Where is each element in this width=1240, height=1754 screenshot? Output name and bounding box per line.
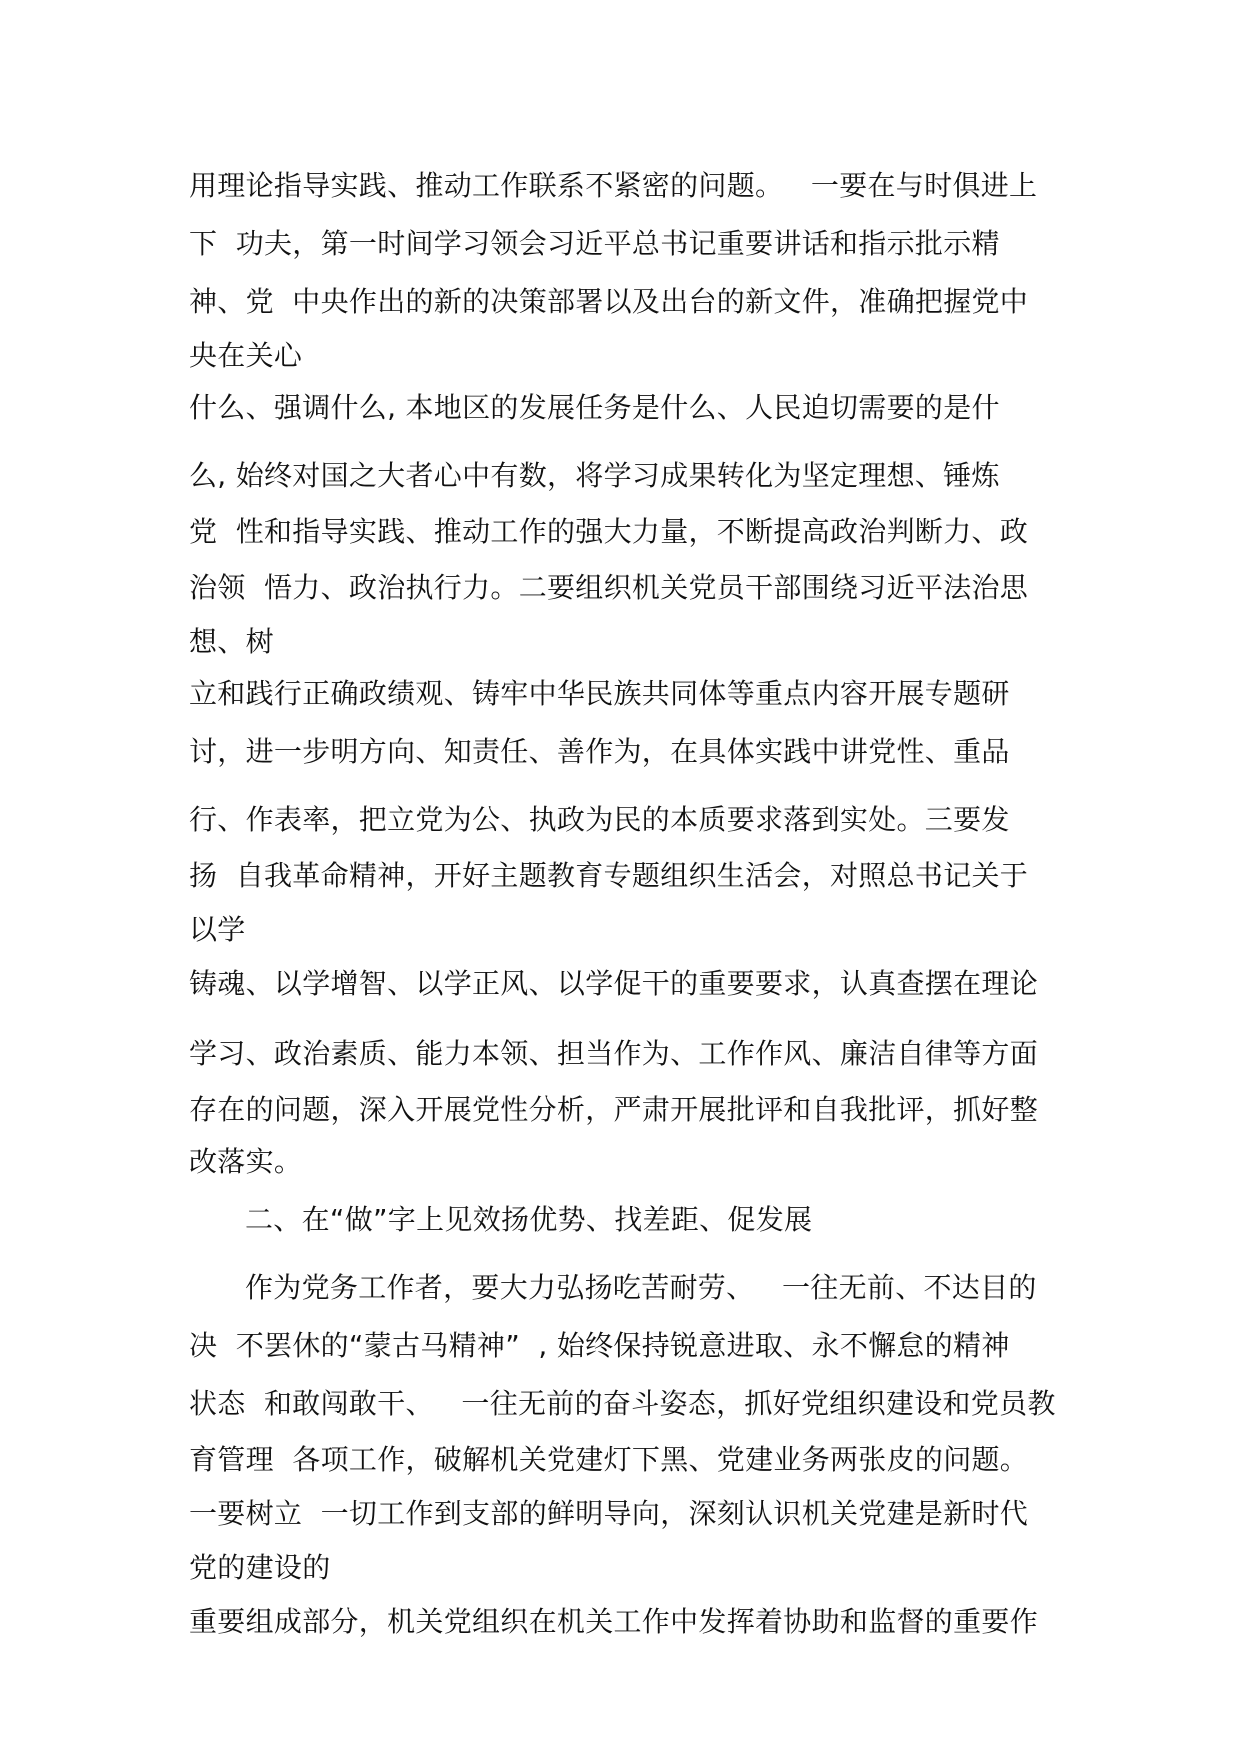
paragraph-line: 立和践行正确政绩观、铸牢中华民族共同体等重点内容开展专题研 [189, 677, 1010, 710]
paragraph-line: 央在关心 [189, 339, 303, 372]
paragraph-line: 一要树立 一切工作到支部的鲜明导向，深刻认识机关党建是新时代 [189, 1497, 1029, 1530]
paragraph-line: 重要组成部分，机关党组织在机关工作中发挥着协助和监督的重要作 [189, 1605, 1039, 1638]
paragraph-line: 想、树 [189, 625, 274, 658]
paragraph-line: 神、党 中央作出的新的决策部署以及出台的新文件，准确把握党中 [189, 285, 1029, 318]
paragraph-line: 以学 [189, 913, 246, 946]
paragraph-line: 改落实。 [189, 1145, 303, 1178]
paragraph-line: 党的建设的 [189, 1551, 331, 1584]
paragraph-line: 讨，进一步明方向、知责任、善作为，在具体实践中讲党性、重品 [189, 735, 1010, 768]
paragraph-line: 铸魂、以学增智、以学正风、以学促干的重要要求，认真查摆在理论 [189, 967, 1039, 1000]
paragraph-line: 状态 和敢闯敢干、 一往无前的奋斗姿态，抓好党组织建设和党员教 [189, 1387, 1056, 1420]
paragraph-line: 扬 自我革命精神，开好主题教育专题组织生活会，对照总书记关于 [189, 859, 1029, 892]
paragraph-line: 学习、政治素质、能力本领、担当作为、工作作风、廉洁自律等方面 [189, 1037, 1039, 1070]
paragraph-line: 决 不罢休的“蒙古马精神” , 始终保持锐意进取、永不懈怠的精神 [189, 1329, 1010, 1362]
paragraph-line: 么, 始终对国之大者心中有数，将学习成果转化为坚定理想、锤炼 [189, 459, 1000, 492]
paragraph-line: 育管理 各项工作，破解机关党建灯下黑、党建业务两张皮的问题。 [189, 1443, 1029, 1476]
paragraph-line: 行、作表率，把立党为公、执政为民的本质要求落到实处。三要发 [189, 803, 1010, 836]
paragraph-line: 治领 悟力、政治执行力。二要组织机关党员干部围绕习近平法治思 [189, 571, 1029, 604]
paragraph-line: 存在的问题，深入开展党性分析，严肃开展批评和自我批评，抓好整 [189, 1093, 1039, 1126]
paragraph-line: 什么、强调什么, 本地区的发展任务是什么、人民迫切需要的是什 [189, 391, 1000, 424]
paragraph-line: 党 性和指导实践、推动工作的强大力量，不断提高政治判断力、政 [189, 515, 1029, 548]
section-heading: 二、在“做”字上见效扬优势、找差距、促发展 [245, 1203, 813, 1236]
paragraph-line: 下 功夫，第一时间学习领会习近平总书记重要讲话和指示批示精 [189, 227, 1000, 260]
paragraph-line: 用理论指导实践、推动工作联系不紧密的问题。 一要在与时俱进上 [189, 169, 1038, 202]
paragraph-line: 作为党务工作者，要大力弘扬吃苦耐劳、 一往无前、不达目的 [245, 1271, 1037, 1304]
